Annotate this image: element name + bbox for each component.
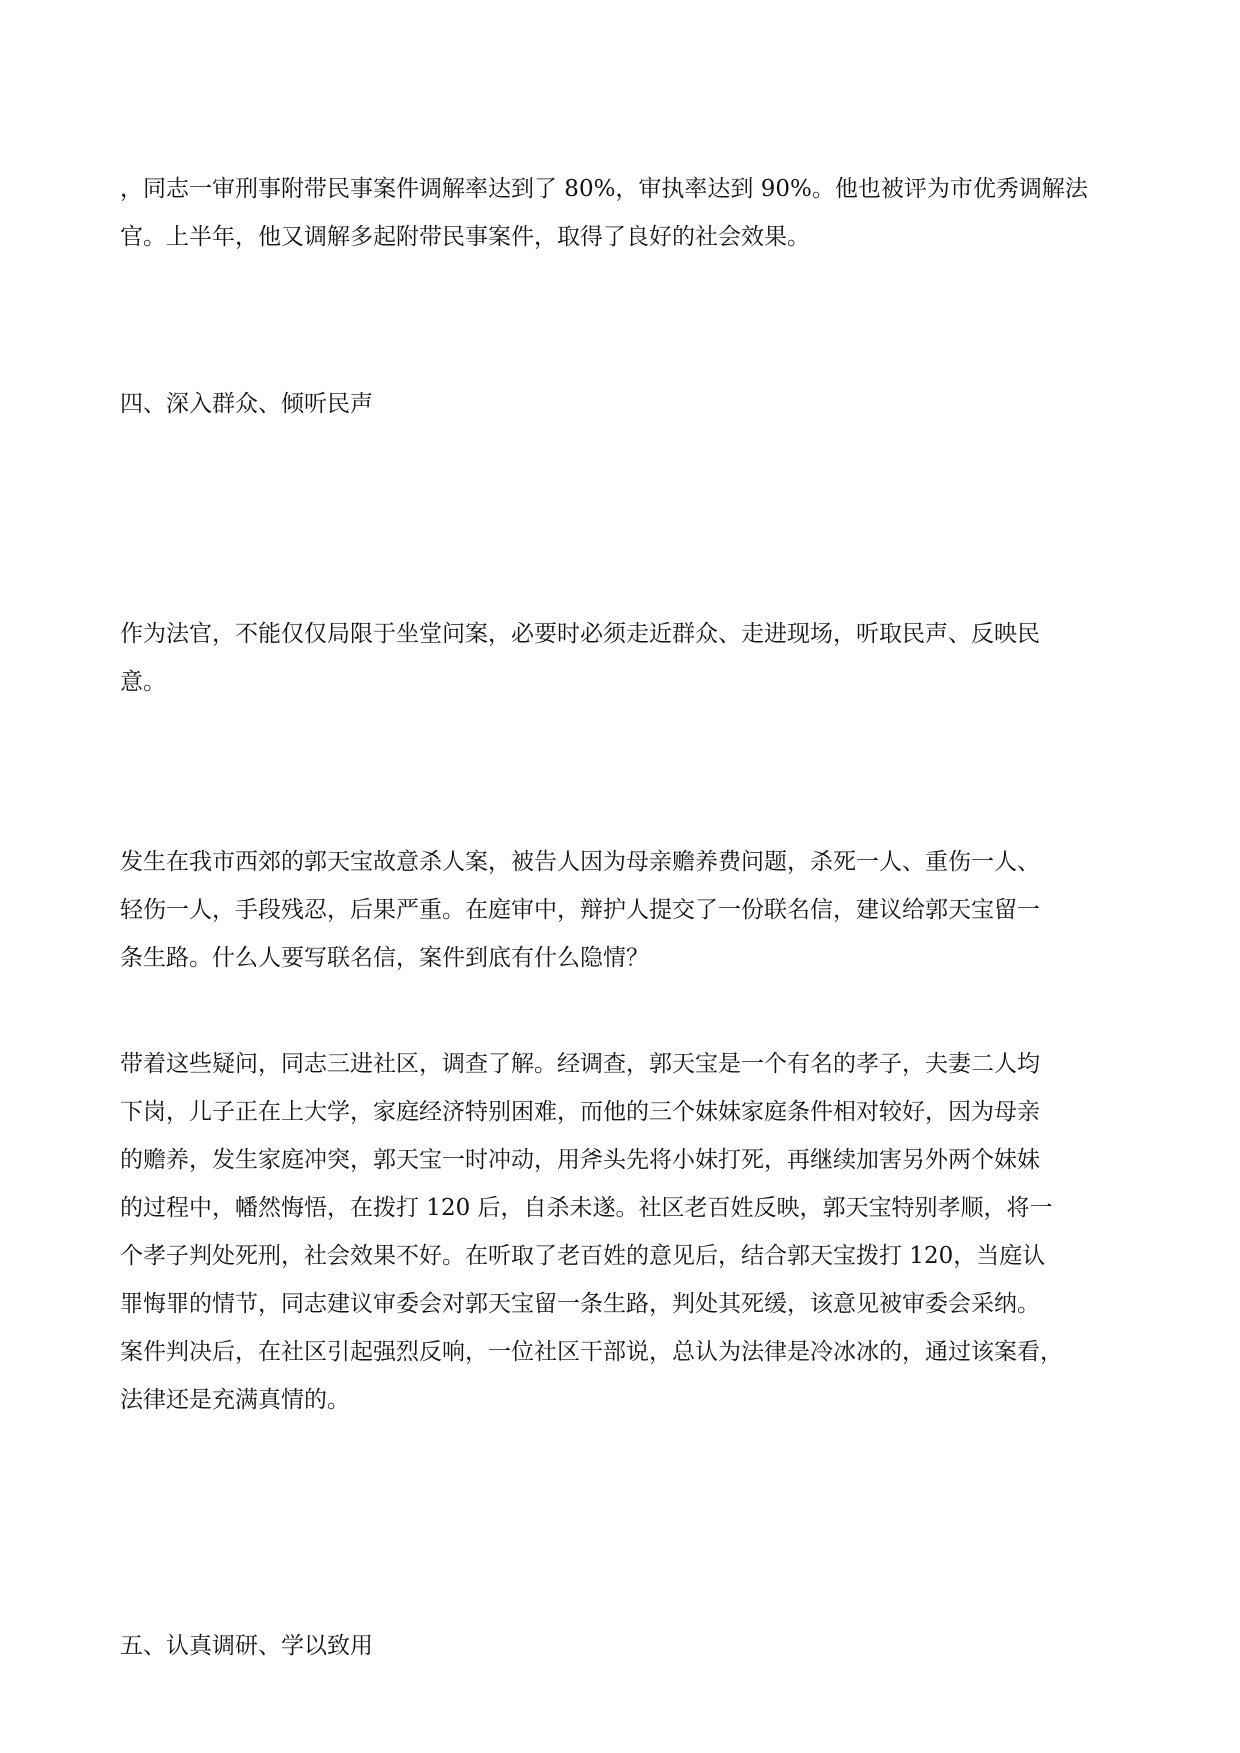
paragraph-case-intro bbox=[120, 838, 1120, 982]
section-heading-four bbox=[120, 380, 1120, 428]
text-line: 法律还是充满真情的。 bbox=[120, 1387, 350, 1413]
text-line: 带着这些疑问，同志三进社区，调查了解。经调查，郭天宝是一个有名的孝子，夫妻二人均 bbox=[120, 1051, 1040, 1077]
paragraph-mediation-results bbox=[120, 165, 1120, 261]
text-line: 作为法官，不能仅仅局限于坐堂问案，必要时必须走近群众、走进现场，听取民声、反映民 bbox=[120, 621, 1040, 647]
text-line: 罪悔罪的情节，同志建议审委会对郭天宝留一条生路，判处其死缓，该意见被审委会采纳。 bbox=[120, 1291, 1040, 1317]
text-line: 案件判决后，在社区引起强烈反响，一位社区干部说，总认为法律是冷冰冰的，通过该案看， bbox=[120, 1339, 1063, 1365]
heading-text: 四、深入群众、倾听民声 bbox=[120, 391, 373, 417]
text-line: 官。上半年，他又调解多起附带民事案件，取得了良好的社会效果。 bbox=[120, 224, 810, 250]
section-heading-five bbox=[120, 1622, 1120, 1670]
paragraph-judge-role bbox=[120, 610, 1120, 706]
paragraph-investigation bbox=[120, 1040, 1120, 1424]
text-line: 轻伤一人，手段残忍，后果严重。在庭审中，辩护人提交了一份联名信，建议给郭天宝留一 bbox=[120, 897, 1040, 923]
text-line: 个孝子判处死刑，社会效果不好。在听取了老百姓的意见后，结合郭天宝拨打 120，当庭认 bbox=[120, 1243, 1046, 1269]
text-line: 发生在我市西郊的郭天宝故意杀人案，被告人因为母亲赡养费问题，杀死一人、重伤一人、 bbox=[120, 849, 1040, 875]
text-line: ，同志一审刑事附带民事案件调解率达到了 80%，审执率达到 90%。他也被评为市优秀调解法 bbox=[120, 176, 1088, 202]
text-line: 的赡养，发生家庭冲突，郭天宝一时冲动，用斧头先将小妹打死，再继续加害另外两个妹妹 bbox=[120, 1147, 1040, 1173]
text-line: 下岗，儿子正在上大学，家庭经济特别困难，而他的三个妹妹家庭条件相对较好，因为母亲 bbox=[120, 1099, 1040, 1125]
text-line: 意。 bbox=[120, 669, 166, 695]
text-line: 条生路。什么人要写联名信，案件到底有什么隐情？ bbox=[120, 945, 649, 971]
heading-text: 五、认真调研、学以致用 bbox=[120, 1633, 373, 1659]
text-line: 的过程中，幡然悔悟，在拨打 120 后，自杀未遂。社区老百姓反映，郭天宝特别孝顺，将一 bbox=[120, 1195, 1053, 1221]
